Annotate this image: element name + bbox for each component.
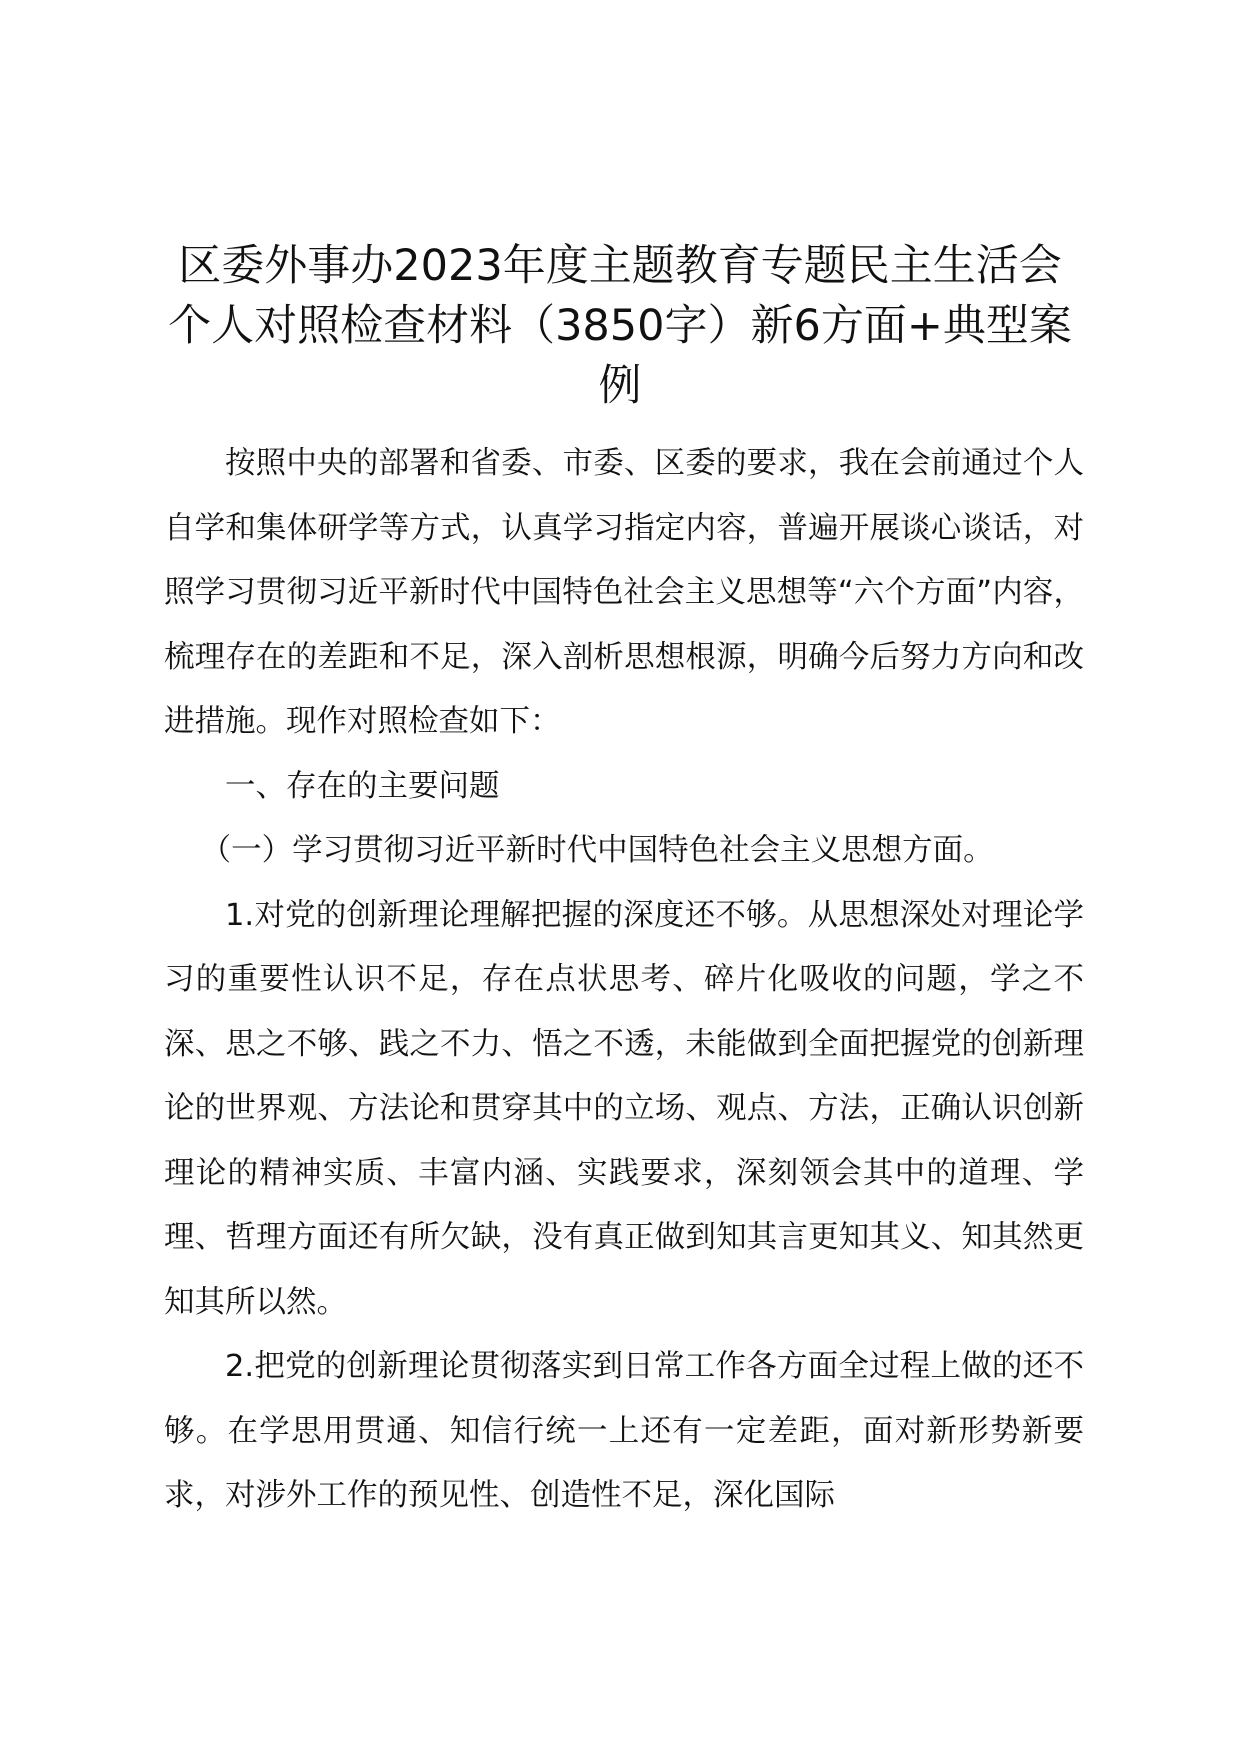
document-title: 区委外事办2023年度主题教育专题民主生活会个人对照检查材料（3850字）新6方面+典型案例 bbox=[168, 241, 1072, 411]
item-2-paragraph: 2.把党的创新理论贯彻落实到日常工作各方面全过程上做的还不够。在学思用贯通、知信行统一上还有一定差距，面对新形势新要求，对涉外工作的预见性、创造性不足，深化国际 bbox=[164, 1349, 1084, 1513]
section-heading: 一、存在的主要问题 bbox=[225, 768, 500, 804]
item-1-paragraph: 1.对党的创新理论理解把握的深度还不够。从思想深处对理论学习的重要性认识不足，存在点状思考、碎片化吸收的问题，学之不深、思之不够、践之不力、悟之不透，未能做到全面把握党的创新理论的世界观、方法论和贯穿其中的立场、观点、方法，正确认识创新理论的精神实质、丰富内涵、实践要求，深刻领会其中的道理、学理、哲理方面还有所欠缺，没有真正做到知其言更知其义、知其然更知其所以然。 bbox=[164, 897, 1084, 1320]
intro-paragraph: 按照中央的部署和省委、市委、区委的要求，我在会前通过个人自学和集体研学等方式，认真学习指定内容，普遍开展谈心谈话，对照学习贯彻习近平新时代中国特色社会主义思想等“六个方面”内容，梳理存在的差距和不足，深入剖析思想根源，明确今后努力方向和改进措施。现作对照检查如下： bbox=[164, 446, 1084, 739]
document-body bbox=[164, 432, 1084, 1529]
subsection-heading: （一）学习贯彻习近平新时代中国特色社会主义思想方面。 bbox=[200, 833, 994, 868]
